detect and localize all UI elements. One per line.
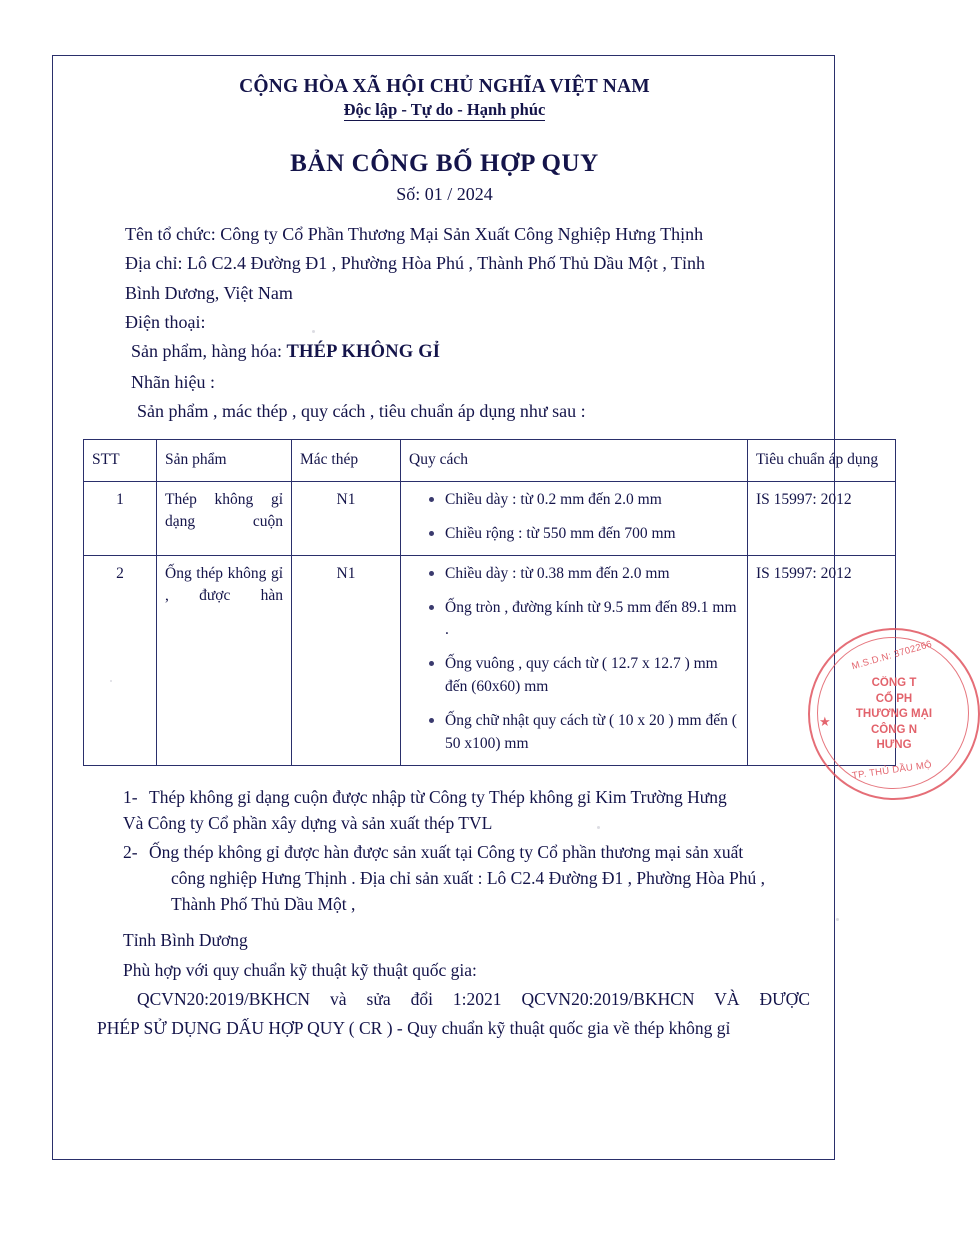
note-2-number: 2-	[123, 841, 138, 862]
footer-block	[79, 927, 810, 1041]
row1-standard: IS 15997: 2012	[748, 481, 896, 555]
footer-province: Tỉnh Bình Dương	[123, 930, 248, 951]
star-icon: ★	[819, 714, 831, 729]
org-address-line1: Địa chỉ: Lô C2.4 Đường Đ1 , Phường Hòa Phú , Thành Phố Thủ Dầu Một , Tỉnh	[125, 253, 706, 274]
list-item: Chiều dày : từ 0.38 mm đến 2.0 mm	[429, 563, 739, 586]
national-motto	[79, 100, 810, 120]
document-title: BẢN CÔNG BỐ HỢP QUY	[290, 150, 599, 177]
row1-grade: N1	[292, 481, 401, 555]
org-name: Tên tổ chức: Công ty Cổ Phần Thương Mại Sản Xuất Công Nghiệp Hưng Thịnh	[125, 224, 704, 244]
row1-product: Thép không gỉ dạng cuộn	[157, 481, 292, 555]
scan-speck	[312, 330, 315, 333]
footer-conformity-line2: PHÉP SỬ DỤNG DẤU HỢP QUY ( CR ) - Quy chuẩn kỹ thuật quốc gia về thép không gỉ	[97, 1018, 731, 1039]
col-product: Sản phẩm	[157, 440, 292, 481]
product-label: Sản phẩm, hàng hóa:	[131, 341, 282, 362]
row2-spec-list	[409, 563, 739, 757]
row1-spec-list	[409, 489, 739, 546]
product-line	[79, 338, 810, 366]
org-phone: Điện thoại:	[125, 312, 206, 333]
row2-specs	[401, 555, 748, 766]
seal-registration-number: M.S.D.N: 3702266	[850, 638, 934, 673]
list-item: Ống chữ nhật quy cách từ ( 10 x 20 ) mm đến ( 50 x100) mm	[429, 710, 739, 756]
scan-speck	[597, 826, 600, 829]
note-1-number: 1-	[123, 787, 138, 808]
seal-line-3: THƯƠNG MẠI	[855, 708, 933, 721]
row2-product: Ống thép không gỉ , được hàn	[157, 555, 292, 766]
table-row	[84, 481, 896, 555]
row2-grade: N1	[292, 555, 401, 766]
row1-specs	[401, 481, 748, 555]
product-brand: Nhãn hiệu :	[131, 371, 215, 392]
list-item: Chiều dày : từ 0.2 mm đến 2.0 mm	[429, 489, 739, 512]
seal-location-text: TP. THỦ DẦU MỘ	[851, 759, 933, 782]
list-item: Chiều rộng : từ 550 mm đến 700 mm	[429, 523, 739, 546]
list-item: Ống vuông , quy cách từ ( 12.7 x 12.7 ) mm đến (60x60) mm	[429, 653, 739, 699]
seal-line-1: CÔNG T	[871, 677, 917, 689]
footer-conformity-line1: QCVN20:2019/BKHCN và sửa đổi 1:2021 QCVN20:2019/BKHCN VÀ ĐƯỢC	[137, 988, 810, 1009]
note-1-line2: Và Công ty Cổ phần xây dựng và sản xuất thép TVL	[123, 813, 493, 834]
col-standard: Tiêu chuẩn áp dụng	[748, 440, 896, 481]
seal-line-4: CÔNG N	[871, 723, 917, 736]
product-intro: Sản phẩm , mác thép , quy cách , tiêu chuẩn áp dụng như sau :	[137, 400, 586, 421]
row2-standard: IS 15997: 2012	[748, 555, 896, 766]
note-1-line1: Thép không gỉ dạng cuộn được nhập từ Công ty Thép không gỉ Kim Trường Hưng	[149, 787, 727, 808]
note-2-line3: Thành Phố Thủ Dầu Một ,	[171, 894, 356, 915]
scan-speck	[836, 918, 839, 921]
note-2-line2: công nghiệp Hưng Thịnh . Địa chỉ sản xuất : Lô C2.4 Đường Đ1 , Phường Hòa Phú ,	[171, 867, 765, 888]
footer-conformity-label: Phù hợp với quy chuẩn kỹ thuật kỹ thuật quốc gia:	[123, 959, 477, 980]
product-name: THÉP KHÔNG GỈ	[286, 342, 441, 363]
col-stt: STT	[84, 440, 157, 481]
note-2-content	[149, 839, 810, 918]
col-grade: Mác thép	[292, 440, 401, 481]
document-body	[53, 56, 879, 1044]
row1-stt: 1	[84, 481, 157, 555]
document-number: Số: 01 / 2024	[396, 184, 493, 204]
seal-line-5: HƯNG	[876, 739, 912, 752]
table-header-row	[84, 440, 896, 481]
scan-speck	[110, 680, 112, 682]
national-title: CỘNG HÒA XÃ HỘI CHỦ NGHĨA VIỆT NAM	[239, 76, 650, 97]
note-item-2	[123, 839, 810, 918]
org-address-line2: Bình Dương, Việt Nam	[125, 282, 293, 303]
national-motto-text: Độc lập - Tự do - Hạnh phúc	[343, 100, 546, 119]
row2-stt: 2	[84, 555, 157, 766]
list-item: Ống tròn , đường kính từ 9.5 mm đến 89.1 mm .	[429, 597, 739, 643]
seal-stamp-area	[700, 600, 934, 830]
note-2-line1: Ống thép không gỉ được hàn được sản xuất tại Công ty Cổ phần thương mại sản xuất	[149, 841, 744, 862]
col-spec: Quy cách	[401, 440, 748, 481]
seal-line-2: CỔ PH	[875, 692, 913, 705]
